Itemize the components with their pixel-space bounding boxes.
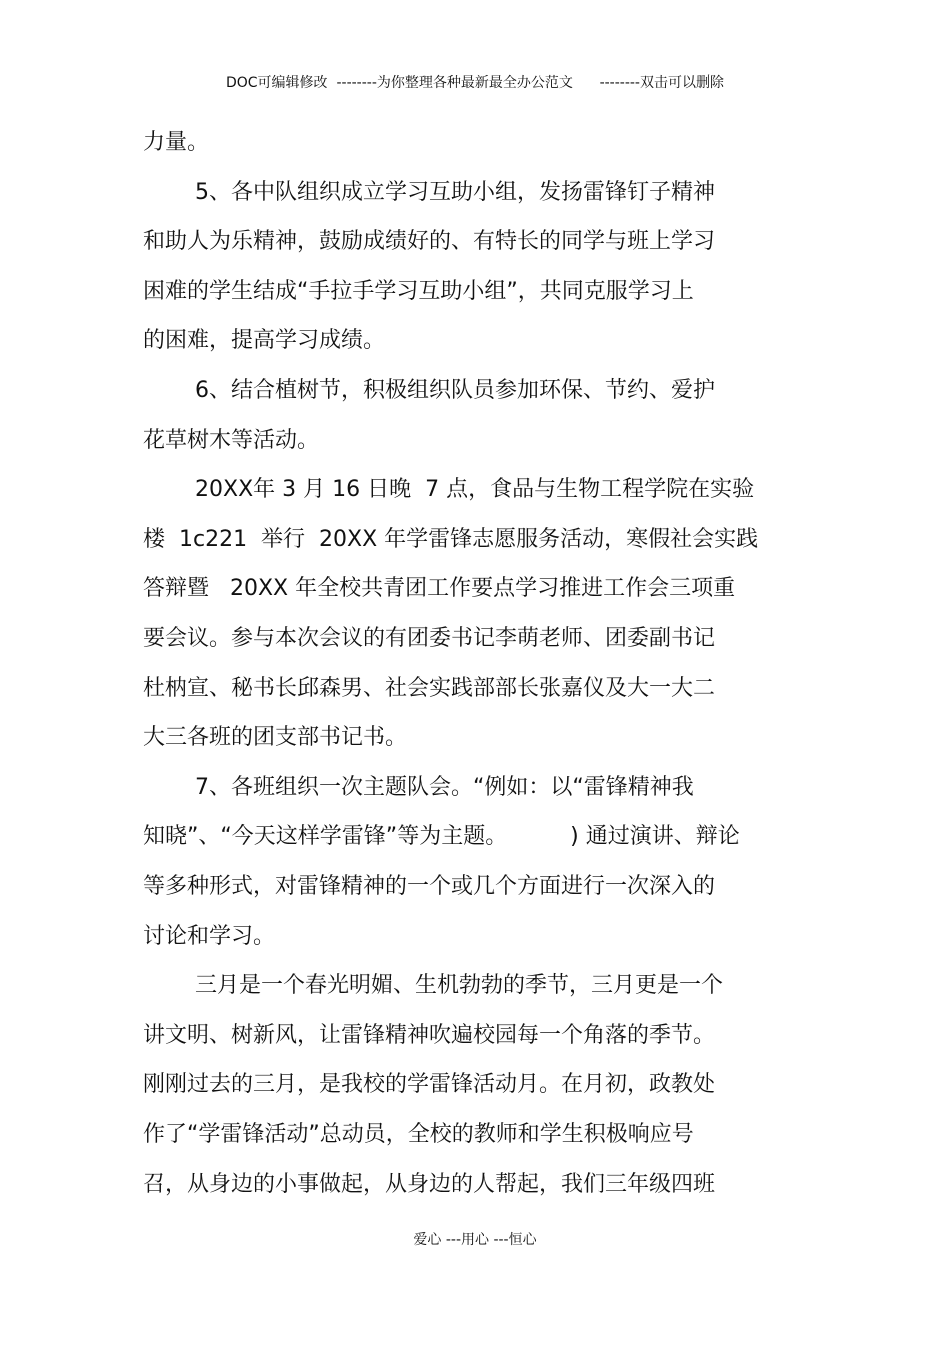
body-line: 5、各中队组织成立学习互助小组，发扬雷锋钉子精神 <box>195 179 715 205</box>
body-line: 刚刚过去的三月，是我校的学雷锋活动月。在月初，政教处 <box>143 1072 716 1098</box>
body-line: 讲文明、树新风，让雷锋精神吹遍校园每一个角落的季节。 <box>143 1022 716 1048</box>
body-line: 20XX年 3 月 16 日晚 7 点，食品与生物工程学院在实验 <box>195 477 755 503</box>
page-footer: 爱心 ---用心 ---恒心 <box>413 1232 537 1248</box>
body-line: 作了“学雷锋活动”总动员，全校的教师和学生积极响应号 <box>143 1122 694 1147</box>
body-line: 等多种形式，对雷锋精神的一个或几个方面进行一次深入的 <box>143 874 716 899</box>
body-line: 7、各班组织一次主题队会。“例如：以“雷锋精神我 <box>195 774 694 800</box>
body-line: 6、结合植树节，积极组织队员参加环保、节约、爱护 <box>195 378 715 403</box>
body-line: 困难的学生结成“手拉手学习互助小组”，共同克服学习上 <box>143 278 694 304</box>
body-line: 答辩暨 20XX 年全校共青团工作要点学习推进工作会三项重 <box>143 576 736 602</box>
body-line: 讨论和学习。 <box>143 923 276 949</box>
body-line: 知晓”、“今天这样学雷锋”等为主题。 ) 通过演讲、辩论 <box>143 824 740 850</box>
body-line: 力量。 <box>143 130 210 155</box>
body-line: 楼 1c221 举行 20XX 年学雷锋志愿服务活动，寒假社会实践 <box>143 526 759 552</box>
body-line: 花草树木等活动。 <box>143 427 320 453</box>
body-line: 和助人为乐精神，鼓励成绩好的、有特长的同学与班上学习 <box>143 229 716 255</box>
body-line: 的困难，提高学习成绩。 <box>143 328 386 354</box>
body-line: 大三各班的团支部书记书。 <box>143 725 408 751</box>
body-line: 三月是一个春光明媚、生机勃勃的季节，三月更是一个 <box>195 973 724 999</box>
body-line: 杜枘宣、秘书长邱森男、社会实践部部长张嘉仪及大一大二 <box>143 675 716 701</box>
body-line: 要会议。参与本次会议的有团委书记李萌老师、团委副书记 <box>143 626 716 651</box>
page-header: DOC可编辑修改 --------为你整理各种最新最全办公范文 --------双击可以删除 <box>225 75 724 91</box>
body-line: 召，从身边的小事做起，从身边的人帮起，我们三年级四班 <box>143 1171 716 1197</box>
